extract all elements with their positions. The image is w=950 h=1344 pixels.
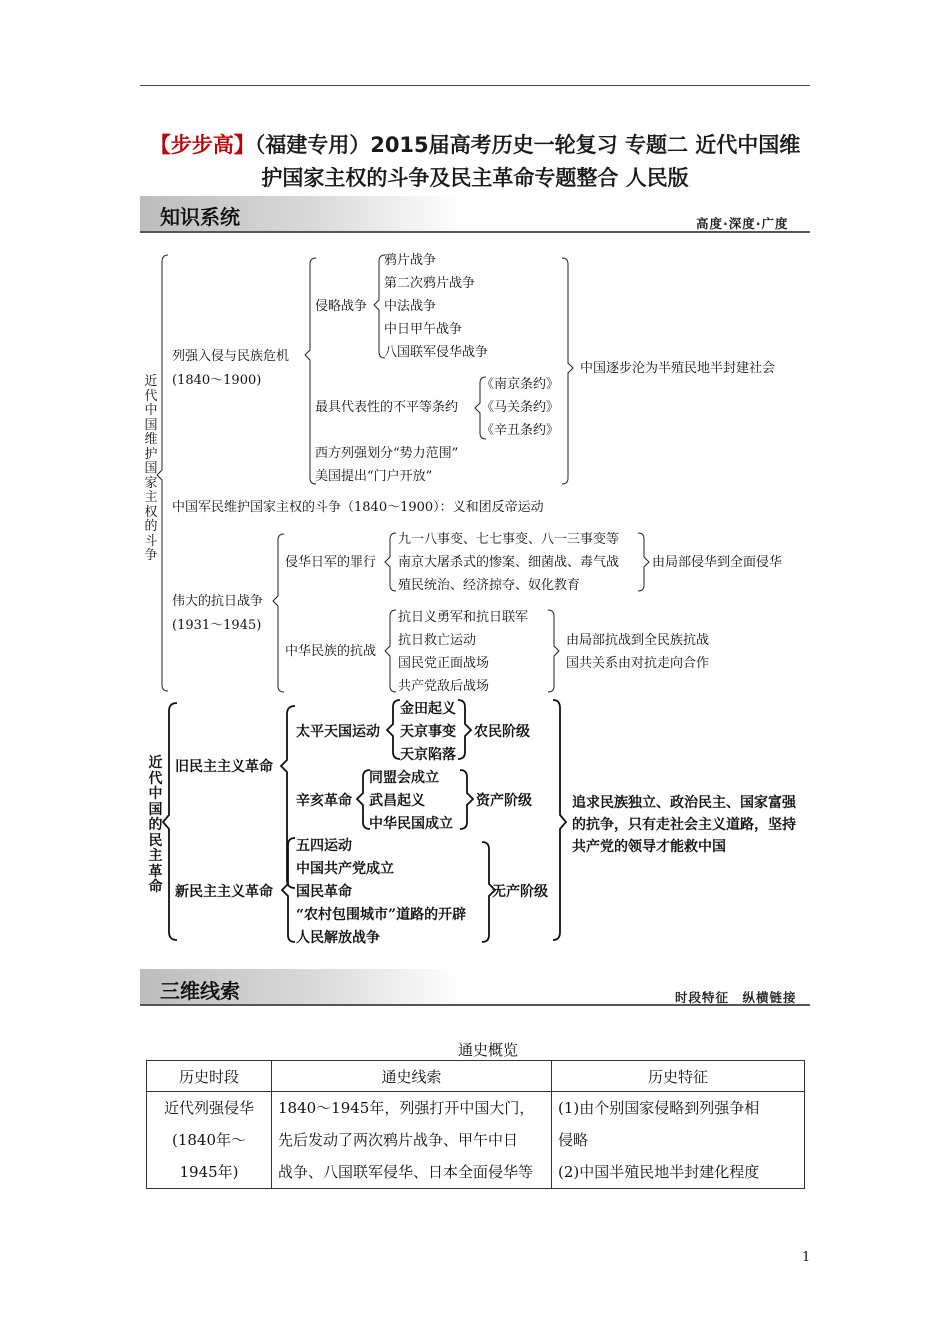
feature-line: (2)中国半殖民地半封建化程度 <box>558 1163 760 1181</box>
resistance-item: 抗日救亡运动 <box>398 633 477 648</box>
resistance-item: 国民党正面战场 <box>398 656 490 671</box>
new-democratic-item: 中国共产党成立 <box>296 861 394 877</box>
xinhai-label: 辛亥革命 <box>296 793 352 809</box>
page-number: 1 <box>802 1250 811 1265</box>
feature-cell <box>552 1092 805 1189</box>
clue-line: 战争、八国联军侵华、日本全面侵华等 <box>278 1163 534 1181</box>
feature-line: 侵略 <box>558 1131 589 1149</box>
conclusion-line: 追求民族独立、政治民主、国家富强 <box>572 795 796 811</box>
new-democratic-item: “农村包围城市”道路的开辟 <box>296 907 467 923</box>
table-row <box>147 1092 805 1189</box>
open-door-item: 美国提出“门户开放” <box>315 469 433 484</box>
column-header: 通史线索 <box>272 1061 552 1092</box>
invasion-label: 列强入侵与民族危机 <box>172 349 290 364</box>
treaty-item: 《辛丑条约》 <box>481 423 560 438</box>
resistance-result-1: 由局部抗战到全民族抗战 <box>566 633 710 648</box>
conclusion-line: 共产党的领导才能救中国 <box>572 839 726 855</box>
clue-line: 先后发动了两次鸦片战争、甲午中日 <box>278 1131 519 1149</box>
resistance-result-2: 国共关系由对抗走向合作 <box>566 656 710 671</box>
aggression-wars-label: 侵略战争 <box>315 299 368 314</box>
root-democratic-label: 近代中国的民主革命 <box>148 755 163 895</box>
new-democratic-item: 人民解放战争 <box>296 930 380 946</box>
title-line2: 护国家主权的斗争及民主革命专题整合 人民版 <box>261 166 689 190</box>
war-item: 鸦片战争 <box>384 253 437 268</box>
crimes-label: 侵华日军的罪行 <box>285 555 377 570</box>
invasion-period: (1840～1900) <box>172 373 262 388</box>
feature-line: (1)由个别国家侵略到列强争相 <box>558 1099 760 1117</box>
period-line: (1840年～ <box>171 1131 247 1149</box>
crime-item: 南京大屠杀式的惨案、细菌战、毒气战 <box>398 555 620 570</box>
section-title-knowledge: 知识系统 <box>160 205 240 229</box>
root-sovereignty-label: 近代中国维护国家主权的斗争 <box>144 374 158 563</box>
war-item: 第二次鸦片战争 <box>384 276 476 291</box>
crime-item: 殖民统治、经济掠夺、奴化教育 <box>398 578 581 593</box>
period-cell <box>147 1092 272 1189</box>
overview-caption: 通史概览 <box>458 1041 519 1059</box>
resistance-item: 抗日义勇军和抗日联军 <box>398 610 529 625</box>
war-item: 八国联军侵华战争 <box>384 345 489 360</box>
column-header: 历史特征 <box>552 1061 805 1092</box>
treaty-item: 《南京条约》 <box>481 377 560 392</box>
table-header-row <box>147 1061 805 1092</box>
section-title-clues: 三维线索 <box>160 979 240 1003</box>
semi-colonial-result: 中国逐步沦为半殖民地半封建社会 <box>580 361 776 376</box>
xinhai-item: 中华民国成立 <box>369 816 453 832</box>
taiping-item: 金田起义 <box>400 701 456 717</box>
taiping-class: 农民阶级 <box>474 724 530 740</box>
clue-cell <box>272 1092 552 1189</box>
new-democratic-class: 无产阶级 <box>492 884 548 900</box>
crime-item: 九一八事变、七七事变、八一三事变等 <box>398 532 620 547</box>
new-democratic-item: 国民革命 <box>296 884 352 900</box>
conclusion-line: 的抗争，只有走社会主义道路，坚持 <box>572 817 796 833</box>
treaty-item: 《马关条约》 <box>481 400 560 415</box>
treaties-label: 最具代表性的不平等条约 <box>315 400 459 415</box>
title-prefix: 【步步高】 <box>149 133 255 157</box>
new-democratic-item: 五四运动 <box>296 838 352 854</box>
title-line1: （福建专用）2015届高考历史一轮复习 专题二 近代中国维 <box>254 133 801 157</box>
resistance-item: 共产党敌后战场 <box>398 679 490 694</box>
period-line: 近代列强侵华 <box>163 1099 254 1117</box>
taiping-item: 天京陷落 <box>400 747 456 763</box>
taiping-label: 太平天国运动 <box>296 724 380 740</box>
section-subtitle-knowledge: 高度·深度·广度 <box>696 216 789 231</box>
xinhai-item: 武昌起义 <box>369 793 425 809</box>
xinhai-item: 同盟会成立 <box>369 770 439 786</box>
war-item: 中日甲午战争 <box>384 322 463 337</box>
taiping-item: 天京事变 <box>400 724 456 740</box>
period-line: 1945年) <box>179 1163 239 1181</box>
war-item: 中法战争 <box>384 299 437 314</box>
anti-japanese-period: (1931～1945) <box>172 618 262 633</box>
new-democratic-label: 新民主主义革命 <box>175 884 273 900</box>
struggle-item: 中国军民维护国家主权的斗争（1840～1900）：义和团反帝运动 <box>172 500 544 515</box>
spheres-item: 西方列强划分“势力范围” <box>315 446 459 461</box>
crimes-result: 由局部侵华到全面侵华 <box>652 555 783 570</box>
overview-table <box>146 1060 805 1189</box>
section-subtitle-clues: 时段特征 纵横链接 <box>675 990 797 1005</box>
resistance-label: 中华民族的抗战 <box>285 644 377 659</box>
xinhai-class: 资产阶级 <box>476 793 532 809</box>
column-header: 历史时段 <box>147 1061 272 1092</box>
clue-line: 1840～1945年，列强打开中国大门， <box>278 1099 535 1117</box>
anti-japanese-label: 伟大的抗日战争 <box>172 594 264 609</box>
old-democratic-label: 旧民主主义革命 <box>175 759 273 775</box>
